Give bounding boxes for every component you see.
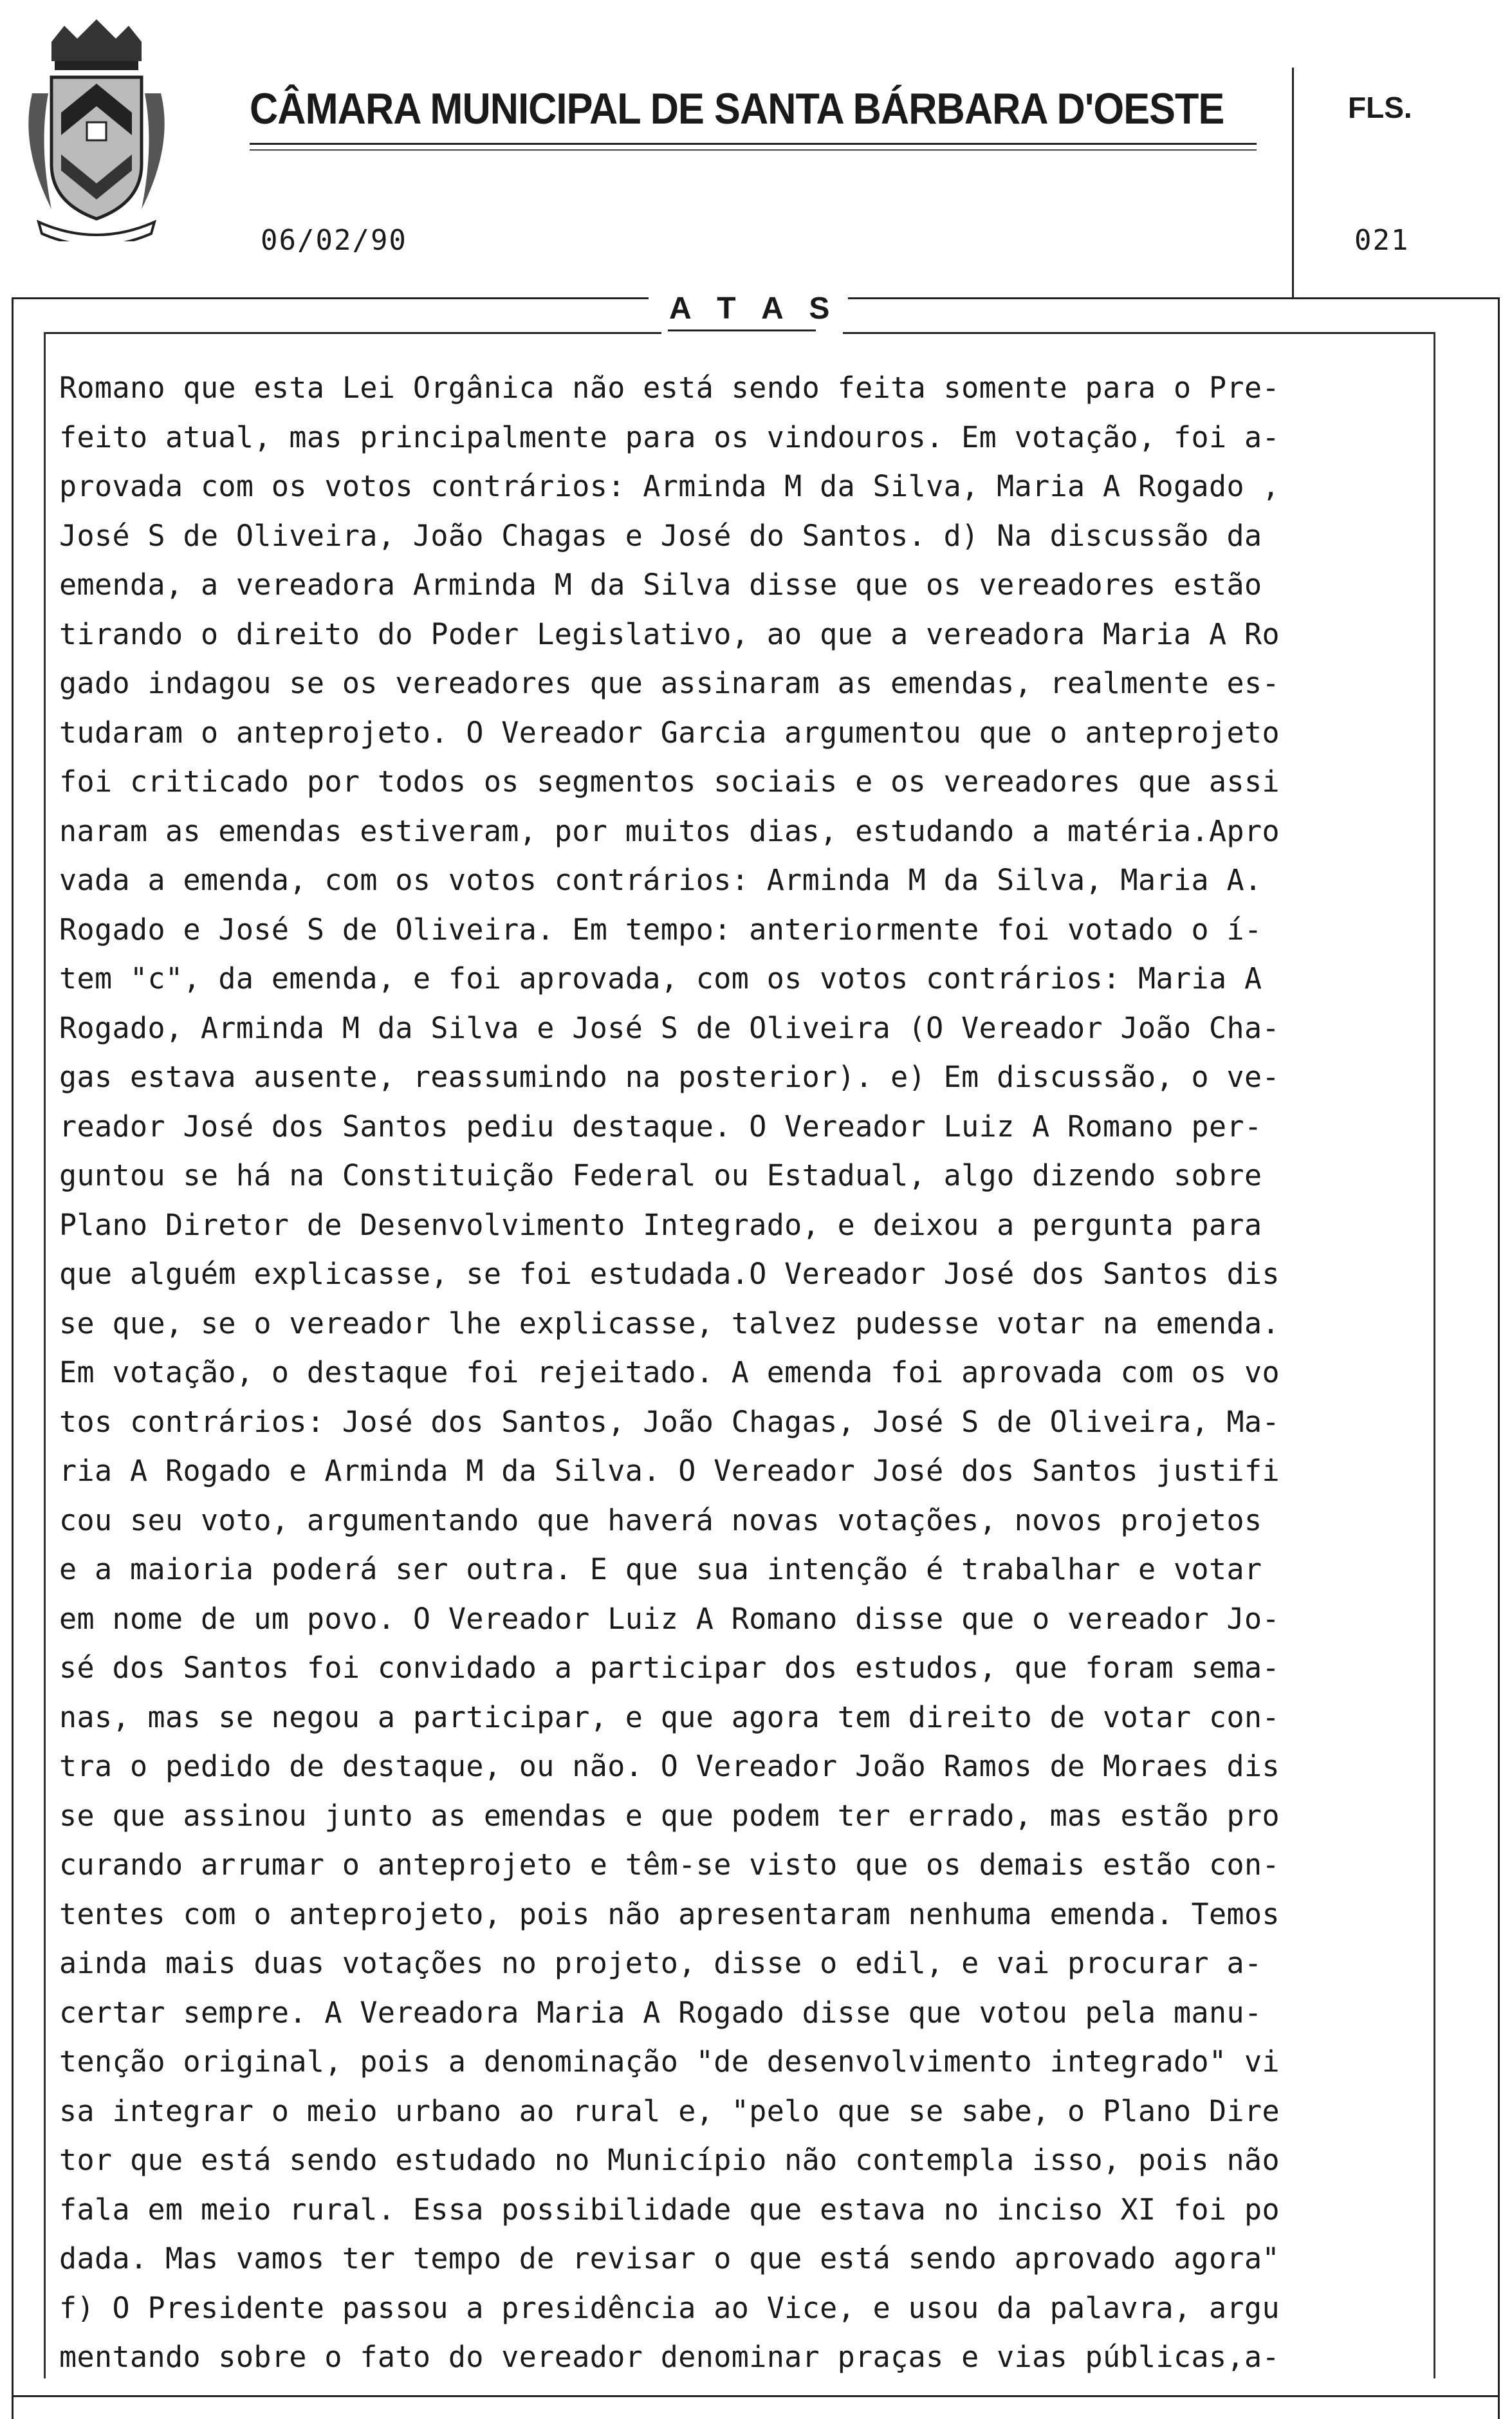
text-line: tor que está sendo estudado no Município não contempla isso, pois não (59, 2143, 1280, 2177)
text-line: Rogado, Arminda M da Silva e José S de Oliveira (O Vereador João Cha- (59, 1010, 1280, 1045)
text-line: e a maioria poderá ser outra. E que sua intenção é trabalhar e votar (59, 1552, 1262, 1586)
text-line: gas estava ausente, reassumindo na posterior). e) Em discussão, o ve- (59, 1060, 1280, 1094)
text-line: tos contrários: José dos Santos, João Chagas, José S de Oliveira, Ma- (59, 1404, 1280, 1439)
frame-border (12, 297, 14, 2419)
sheet-number: 021 (1354, 224, 1410, 257)
text-line: se que assinou junto as emendas e que podem ter errado, mas estão pro (59, 1798, 1280, 1833)
text-line: guntou se há na Constituição Federal ou Estadual, algo dizendo sobre (59, 1158, 1262, 1192)
text-line: provada com os votos contrários: Arminda M da Silva, Maria A Rogado , (59, 469, 1280, 503)
text-line: gado indagou se os vereadores que assinaram as emendas, realmente es- (59, 666, 1280, 700)
section-title: A T A S (669, 292, 839, 326)
text-line: cou seu voto, argumentando que haverá novas votações, novos projetos (59, 1503, 1262, 1537)
text-line: dada. Mas vamos ter tempo de revisar o que está sendo aprovado agora" (59, 2241, 1280, 2275)
text-line: Rogado e José S de Oliveira. Em tempo: anteriormente foi votado o í- (59, 912, 1262, 947)
text-line: sa integrar o meio urbano ao rural e, "pelo que se sabe, o Plano Dire (59, 2093, 1280, 2128)
text-line: nas, mas se negou a participar, e que agora tem direito de votar con- (59, 1700, 1280, 1734)
text-line: tem "c", da emenda, e foi aprovada, com os votos contrários: Maria A (59, 961, 1262, 996)
frame-border (12, 2395, 1500, 2397)
title-rule-secondary (250, 149, 1257, 151)
header-divider (1292, 68, 1294, 299)
title-rule (250, 143, 1257, 145)
text-line: ainda mais duas votações no projeto, disse o edil, e vai procurar a- (59, 1946, 1262, 1980)
text-line: naram as emendas estiveram, por muitos dias, estudando a matéria.Apro (59, 813, 1280, 848)
text-line: tenção original, pois a denominação "de desenvolvimento integrado" vi (59, 2044, 1280, 2079)
text-line: foi criticado por todos os segmentos sociais e os vereadores que assi (59, 765, 1280, 799)
frame-inner-border (843, 332, 1435, 334)
text-line: sé dos Santos foi convidado a participar dos estudos, que foram sema- (59, 1651, 1280, 1685)
text-line: tirando o direito do Poder Legislativo, ao que a vereadora Maria A Ro (59, 616, 1280, 651)
text-line: tentes com o anteprojeto, pois não apresentaram nenhuma emenda. Temos (59, 1896, 1280, 1931)
text-line: José S de Oliveira, João Chagas e José do Santos. d) Na discussão da (59, 518, 1262, 553)
text-line: fala em meio rural. Essa possibilidade que estava no inciso XI foi po (59, 2192, 1280, 2227)
text-line: tra o pedido de destaque, ou não. O Vereador João Ramos de Moraes dis (59, 1749, 1280, 1783)
chamber-title: CÂMARA MUNICIPAL DE SANTA BÁRBARA D'OESTE (250, 84, 1224, 133)
text-line: tudaram o anteprojeto. O Vereador Garcia argumentou que o anteprojeto (59, 715, 1280, 750)
text-line: mentando sobre o fato do vereador denominar praças e vias públicas,a- (59, 2340, 1280, 2374)
frame-border (12, 297, 649, 299)
frame-border (1498, 297, 1500, 2419)
text-line: vada a emenda, com os votos contrários: Arminda M da Silva, Maria A. (59, 863, 1262, 897)
text-line: curando arrumar o anteprojeto e têm-se visto que os demais estão con- (59, 1848, 1280, 1882)
coat-of-arms-icon (13, 16, 180, 241)
minutes-date: 06/02/90 (261, 224, 407, 257)
text-line: que alguém explicasse, se foi estudada.O Vereador José dos Santos dis (59, 1257, 1280, 1291)
text-line: ria A Rogado e Arminda M da Silva. O Vereador José dos Santos justifi (59, 1454, 1280, 1488)
minutes-body (59, 364, 1436, 2382)
section-title-underline (668, 329, 816, 331)
text-line: certar sempre. A Vereadora Maria A Rogado disse que votou pela manu- (59, 1995, 1262, 2030)
text-line: Plano Diretor de Desenvolvimento Integrado, e deixou a pergunta para (59, 1207, 1262, 1242)
text-line: emenda, a vereadora Arminda M da Silva disse que os vereadores estão (59, 568, 1262, 602)
frame-inner-border (44, 332, 46, 2378)
text-line: se que, se o vereador lhe explicasse, talvez pudesse votar na emenda. (59, 1306, 1280, 1340)
text-line: feito atual, mas principalmente para os vindouros. Em votação, foi a- (59, 420, 1280, 454)
fls-label: FLS. (1348, 91, 1412, 124)
frame-inner-border (44, 332, 661, 334)
text-line: f) O Presidente passou a presidência ao Vice, e usou da palavra, argu (59, 2290, 1280, 2325)
text-line: Em votação, o destaque foi rejeitado. A emenda foi aprovada com os vo (59, 1355, 1280, 1389)
text-line: Romano que esta Lei Orgânica não está sendo feita somente para o Pre- (59, 371, 1280, 405)
text-line: reador José dos Santos pediu destaque. O Vereador Luiz A Romano per- (59, 1109, 1262, 1144)
text-line: em nome de um povo. O Vereador Luiz A Romano disse que o vereador Jo- (59, 1601, 1280, 1636)
frame-border (848, 297, 1499, 299)
